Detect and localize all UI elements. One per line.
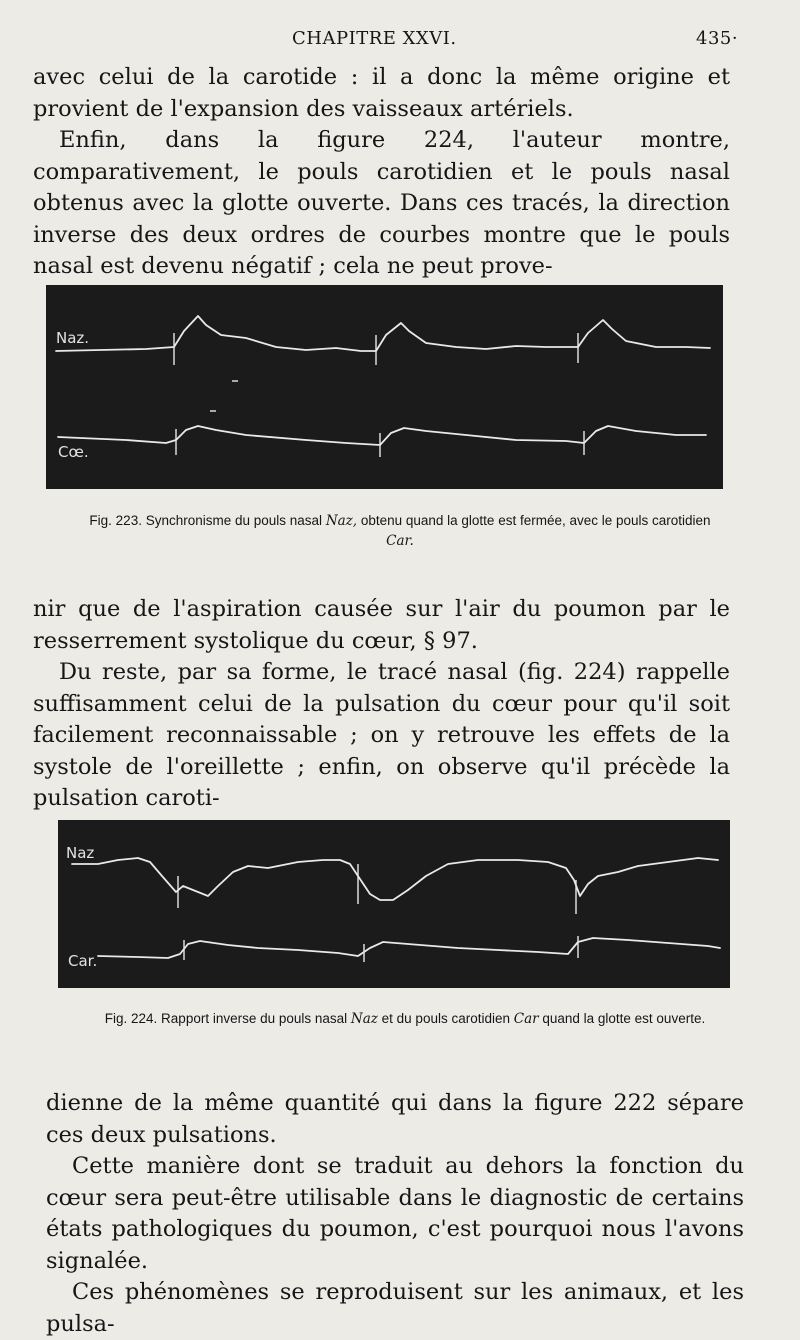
paragraph-3-text-a: dienne de la même quantité qui dans la figure 222 sépare ces deux pulsations. [46, 1090, 744, 1148]
paragraph-3-text-b: Cette manière dont se traduit au dehors la fonction du cœur sera peut-être utilisable dans le diagnostic de certains états pathologiques du poumon, c'est pourquoi nous l'avons signalée. [46, 1153, 744, 1274]
figure-224-caption-text-3: quand la glotte est ouverte. [538, 1011, 706, 1026]
figure-224-caption-italic-2: Car [513, 1011, 539, 1027]
paragraph-1-text-b: Enfin, dans la figure 224, l'auteur montre, comparativement, le pouls carotidien et le pouls nasal obtenus avec la glotte ouverte. Dans ces tracés, la direction inverse des deux ordres de courbes montre que le pouls nasal est devenu négatif ; cela ne peut prove- [33, 127, 730, 279]
paragraph-2-text-a: nir que de l'aspiration causée sur l'air du poumon par le resserrement systolique du cœur, § 97. [33, 596, 730, 654]
figure-224-plate [58, 820, 730, 988]
paragraph-3-text-c: Ces phénomènes se reproduisent sur les animaux, et les pulsa- [46, 1279, 744, 1337]
figure-223-caption-prefix: Fig. 223. [89, 513, 142, 528]
figure-223-caption-italic-1: Naz, [325, 513, 358, 529]
paragraph-1 [33, 62, 730, 283]
figure-223-nasal-trace [56, 316, 710, 351]
figure-224-caption-text-1: Rapport inverse du pouls nasal [157, 1011, 351, 1026]
figure-224-nasal-trace [72, 858, 718, 900]
page-number: 435· [696, 28, 739, 49]
figure-223-label-naz: Naz. [56, 329, 90, 347]
figure-223-cardiac-trace [58, 426, 706, 445]
figure-223-plate [46, 285, 723, 489]
figure-224-label-car: Car. [68, 952, 98, 970]
paragraph-2-text-b: Du reste, par sa forme, le tracé nasal (fig. 224) rappelle suffisamment celui de la pulsation du cœur pour qu'il soit facilement reconnaissable ; on y retrouve les effets de la systole de l'oreillette ; enfin, on observe qu'il précède la pulsation caroti- [33, 659, 730, 811]
page-header [0, 28, 800, 58]
paragraph-3 [46, 1088, 744, 1340]
figure-223-caption-text-1: Synchronisme du pouls nasal [141, 513, 326, 528]
figure-223-traces [46, 285, 723, 489]
figure-224-caption-italic-1: Naz [350, 1011, 378, 1027]
figure-224-label-naz: Naz [66, 844, 95, 862]
paragraph-1-text-a: avec celui de la carotide : il a donc la même origine et provient de l'expansion des vaisseaux artériels. [33, 64, 730, 122]
figure-224-caption-prefix: Fig. 224. [104, 1011, 158, 1026]
figure-224-caption-text-2: et du pouls carotidien [377, 1011, 514, 1026]
paragraph-2 [33, 594, 730, 815]
figure-224-carotid-trace [98, 938, 720, 958]
figure-224-traces [58, 820, 730, 988]
figure-224-caption [70, 1009, 740, 1029]
figure-223-caption-text-2: obtenu quand la glotte est fermée, avec le pouls carotidien [357, 513, 711, 528]
figure-223-caption [80, 511, 720, 551]
figure-223-label-coe: Cœ. [58, 443, 89, 461]
chapter-title: CHAPITRE XXVI. [292, 28, 457, 49]
figure-223-caption-italic-2: Car. [386, 533, 414, 549]
